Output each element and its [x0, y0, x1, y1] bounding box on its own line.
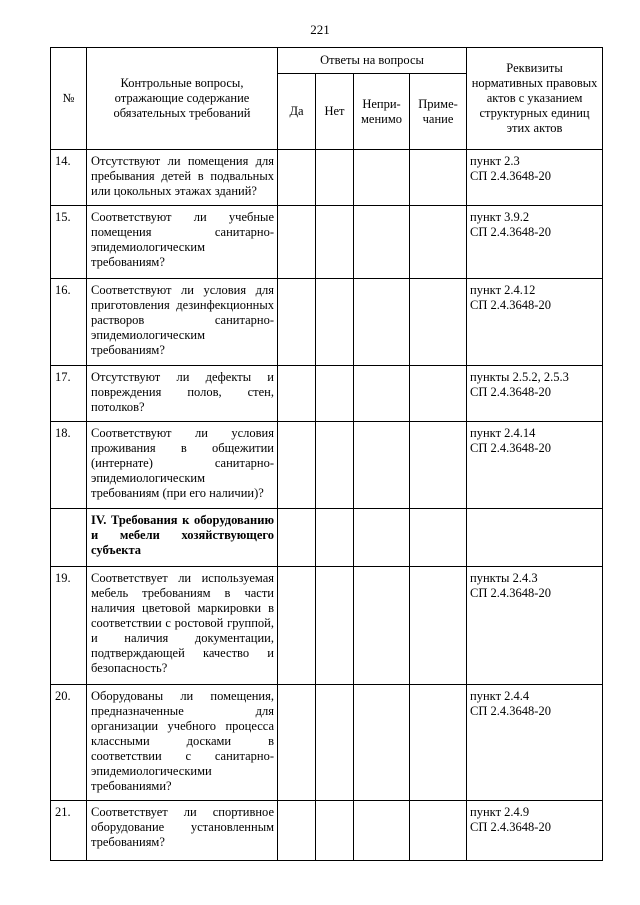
answer-note-cell[interactable]: [410, 685, 467, 801]
row-reference: [467, 422, 603, 509]
row-question: Соответствуют ли условия для приготовления дезинфекционных растворов санитарно-эпидемиологическим требованиям?: [87, 279, 278, 366]
answer-no-cell: [316, 509, 354, 567]
answer-note-cell[interactable]: [410, 279, 467, 366]
ref-line-1: пункт 2.4.4: [470, 689, 530, 703]
answer-yes-cell[interactable]: [278, 279, 316, 366]
answer-no-cell[interactable]: [316, 422, 354, 509]
table-row: [51, 801, 603, 861]
ref-line-1: пункт 2.4.14: [470, 426, 536, 440]
row-num: 15.: [51, 206, 87, 279]
table-row: [51, 422, 603, 509]
section-row: [51, 509, 603, 567]
table-row: [51, 150, 603, 206]
row-reference: [467, 366, 603, 422]
header-answers: Ответы на вопросы: [278, 48, 467, 74]
row-reference: [467, 509, 603, 567]
ref-line-1: пункты 2.5.2, 2.5.3: [470, 370, 569, 384]
table-row: [51, 685, 603, 801]
answer-na-cell[interactable]: [354, 685, 410, 801]
answer-na-cell[interactable]: [354, 366, 410, 422]
row-reference: [467, 150, 603, 206]
header-reference: Реквизиты нормативных правовых актов с указанием структурных единиц этих актов: [467, 48, 603, 150]
answer-yes-cell[interactable]: [278, 150, 316, 206]
header-note: Приме-чание: [410, 74, 467, 150]
ref-line-2: СП 2.4.3648-20: [470, 225, 551, 239]
answer-note-cell[interactable]: [410, 567, 467, 685]
row-question: Соответствуют ли учебные помещения санитарно-эпидемиологическим требованиям?: [87, 206, 278, 279]
row-question: Отсутствуют ли помещения для пребывания детей в подвальных или цокольных этажах зданий?: [87, 150, 278, 206]
answer-na-cell[interactable]: [354, 206, 410, 279]
row-reference: [467, 567, 603, 685]
answer-yes-cell: [278, 509, 316, 567]
ref-line-2: СП 2.4.3648-20: [470, 704, 551, 718]
ref-line-2: СП 2.4.3648-20: [470, 169, 551, 183]
row-question: Соответствует ли спортивное оборудование установленным требованиям?: [87, 801, 278, 861]
checklist-table: [50, 47, 603, 861]
ref-line-1: пункт 3.9.2: [470, 210, 530, 224]
answer-note-cell[interactable]: [410, 206, 467, 279]
answer-no-cell[interactable]: [316, 685, 354, 801]
answer-na-cell[interactable]: [354, 279, 410, 366]
row-num: 18.: [51, 422, 87, 509]
row-num: [51, 509, 87, 567]
ref-line-1: пункт 2.4.12: [470, 283, 536, 297]
answer-no-cell[interactable]: [316, 366, 354, 422]
ref-line-2: СП 2.4.3648-20: [470, 586, 551, 600]
answer-yes-cell[interactable]: [278, 801, 316, 861]
row-reference: [467, 801, 603, 861]
answer-yes-cell[interactable]: [278, 206, 316, 279]
answer-yes-cell[interactable]: [278, 422, 316, 509]
header-na: Непри-менимо: [354, 74, 410, 150]
answer-note-cell[interactable]: [410, 366, 467, 422]
answer-na-cell[interactable]: [354, 150, 410, 206]
answer-no-cell[interactable]: [316, 206, 354, 279]
answer-note-cell[interactable]: [410, 150, 467, 206]
row-reference: [467, 206, 603, 279]
row-reference: [467, 279, 603, 366]
row-num: 21.: [51, 801, 87, 861]
row-question: Соответствуют ли условия проживания в общежитии (интернате) санитарно-эпидемиологическим требованиям (при его наличии)?: [87, 422, 278, 509]
row-num: 19.: [51, 567, 87, 685]
row-num: 20.: [51, 685, 87, 801]
ref-line-1: пункты 2.4.3: [470, 571, 538, 585]
header-no: Нет: [316, 74, 354, 150]
page-number: 221: [310, 22, 330, 37]
row-reference: [467, 685, 603, 801]
table-row: [51, 279, 603, 366]
row-question: Оборудованы ли помещения, предназначенные для организации учебного процесса классными досками в соответствии с санитарно-эпидемиологическими требованиями?: [87, 685, 278, 801]
answer-no-cell[interactable]: [316, 567, 354, 685]
table-row: [51, 206, 603, 279]
answer-na-cell: [354, 509, 410, 567]
answer-no-cell[interactable]: [316, 801, 354, 861]
answer-no-cell[interactable]: [316, 279, 354, 366]
answer-na-cell[interactable]: [354, 422, 410, 509]
row-num: 14.: [51, 150, 87, 206]
header-yes: Да: [278, 74, 316, 150]
row-num: 16.: [51, 279, 87, 366]
table-row: [51, 366, 603, 422]
section-heading: IV. Требования к оборудованию и мебели хозяйствующего субъекта: [87, 509, 278, 567]
ref-line-1: пункт 2.4.9: [470, 805, 530, 819]
answer-yes-cell[interactable]: [278, 567, 316, 685]
answer-na-cell[interactable]: [354, 567, 410, 685]
row-question: Соответствует ли используемая мебель требованиям в части наличия цветовой маркировки в соответствии с ростовой группой, и наличия документации, подтверждающей качество и безопасность?: [87, 567, 278, 685]
row-question: Отсутствуют ли дефекты и повреждения полов, стен, потолков?: [87, 366, 278, 422]
answer-yes-cell[interactable]: [278, 366, 316, 422]
header-question: Контрольные вопросы, отражающие содержание обязательных требований: [87, 48, 278, 150]
answer-na-cell[interactable]: [354, 801, 410, 861]
ref-line-1: пункт 2.3: [470, 154, 520, 168]
answer-yes-cell[interactable]: [278, 685, 316, 801]
row-num: 17.: [51, 366, 87, 422]
ref-line-2: СП 2.4.3648-20: [470, 298, 551, 312]
header-num: №: [51, 48, 87, 150]
answer-note-cell: [410, 509, 467, 567]
table-row: [51, 567, 603, 685]
ref-line-2: СП 2.4.3648-20: [470, 441, 551, 455]
answer-note-cell[interactable]: [410, 801, 467, 861]
ref-line-2: СП 2.4.3648-20: [470, 820, 551, 834]
ref-line-2: СП 2.4.3648-20: [470, 385, 551, 399]
answer-no-cell[interactable]: [316, 150, 354, 206]
answer-note-cell[interactable]: [410, 422, 467, 509]
